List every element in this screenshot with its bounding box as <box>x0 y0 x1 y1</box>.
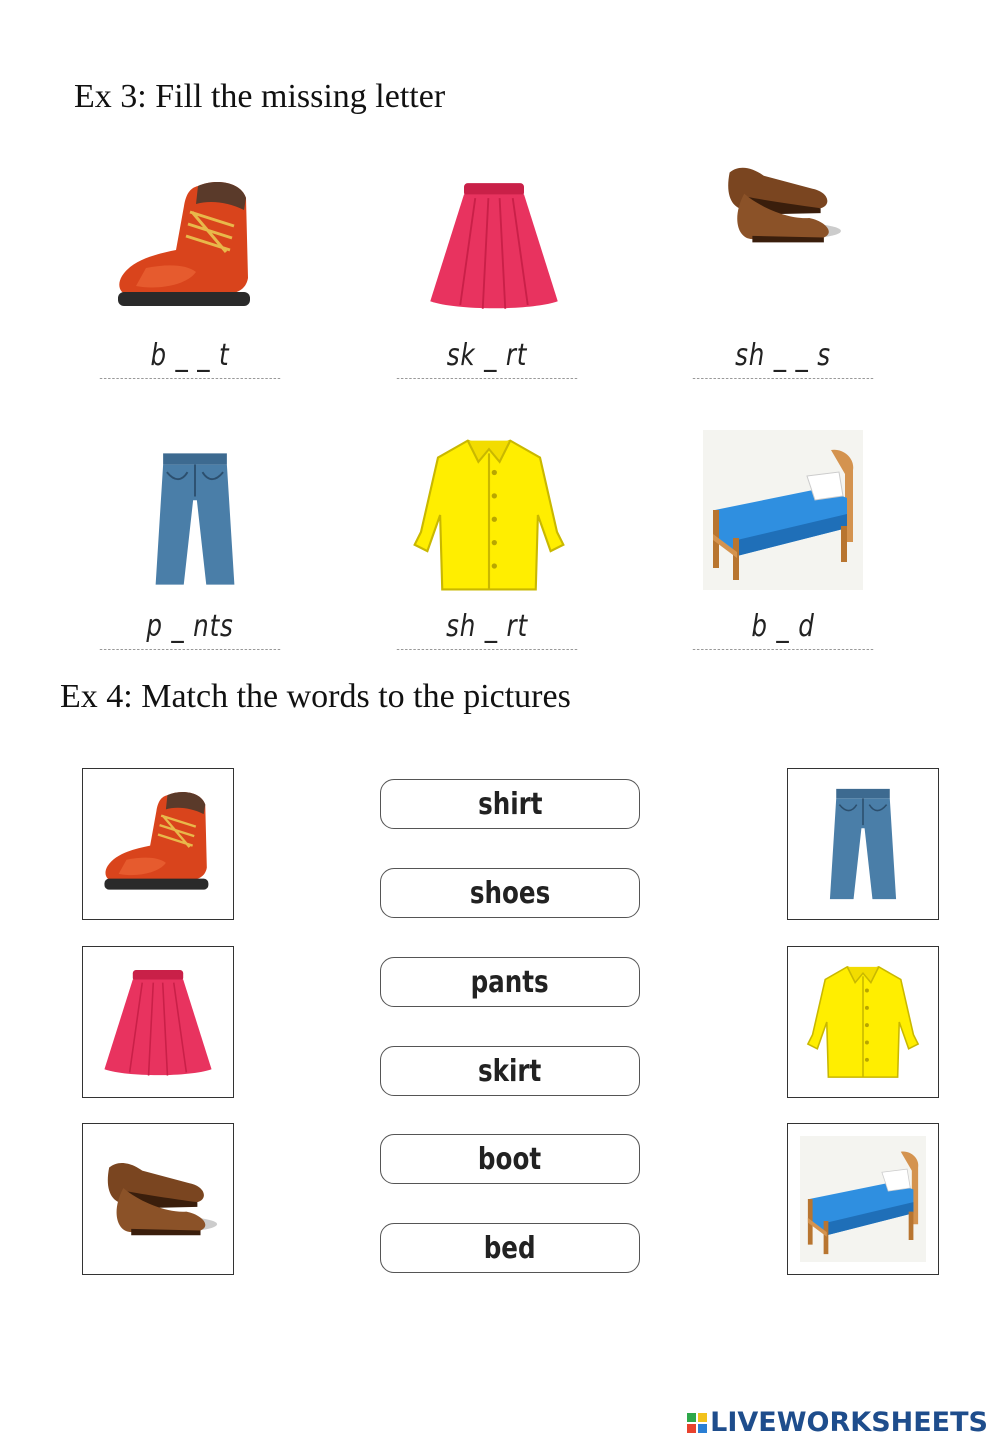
match-word-shoes[interactable] <box>380 868 640 918</box>
match-picture-pants[interactable] <box>787 768 939 920</box>
match-picture-skirt[interactable] <box>82 946 234 1098</box>
shirt-icon <box>404 430 574 600</box>
skirt-icon <box>95 959 221 1085</box>
word-label: skirt <box>478 1054 542 1089</box>
pants-icon <box>800 781 926 907</box>
match-picture-shirt[interactable] <box>787 946 939 1098</box>
word-label: bed <box>484 1231 536 1266</box>
match-word-pants[interactable] <box>380 957 640 1007</box>
bed-blank-field[interactable]: b _ d <box>693 605 873 650</box>
word-label: boot <box>478 1142 542 1177</box>
liveworksheets-logo <box>687 1407 988 1438</box>
shirt-blank-field[interactable]: sh _ rt <box>397 605 577 650</box>
match-word-skirt[interactable] <box>380 1046 640 1096</box>
word-label: shoes <box>469 876 551 911</box>
word-label: pants <box>470 965 550 1000</box>
skirt-icon <box>414 170 574 320</box>
match-picture-boot[interactable] <box>82 768 234 920</box>
match-picture-bed[interactable] <box>787 1123 939 1275</box>
match-picture-shoes[interactable] <box>82 1123 234 1275</box>
boot-blank-field[interactable]: b _ _ t <box>100 334 280 379</box>
shoes-icon <box>700 140 860 270</box>
bed-icon <box>698 430 868 590</box>
boot-icon <box>95 781 221 907</box>
shirt-icon <box>800 959 926 1085</box>
match-word-bed[interactable] <box>380 1223 640 1273</box>
word-label: shirt <box>477 787 543 822</box>
logo-text: LIVEWORKSHEETS <box>710 1407 988 1438</box>
match-word-shirt[interactable] <box>380 779 640 829</box>
match-word-boot[interactable] <box>380 1134 640 1184</box>
pants-blank-field[interactable]: p _ nts <box>100 605 280 650</box>
skirt-blank-field[interactable]: sk _ rt <box>397 334 577 379</box>
exercise-3-title: Ex 3: Fill the missing letter <box>74 78 446 115</box>
logo-cube-icon <box>687 1413 707 1433</box>
bed-icon <box>800 1136 926 1262</box>
boot-icon <box>106 168 266 328</box>
pants-icon <box>120 444 270 594</box>
exercise-4-title: Ex 4: Match the words to the pictures <box>60 678 571 715</box>
shoes-blank-field[interactable]: sh _ _ s <box>693 334 873 379</box>
shoes-icon <box>95 1136 221 1262</box>
